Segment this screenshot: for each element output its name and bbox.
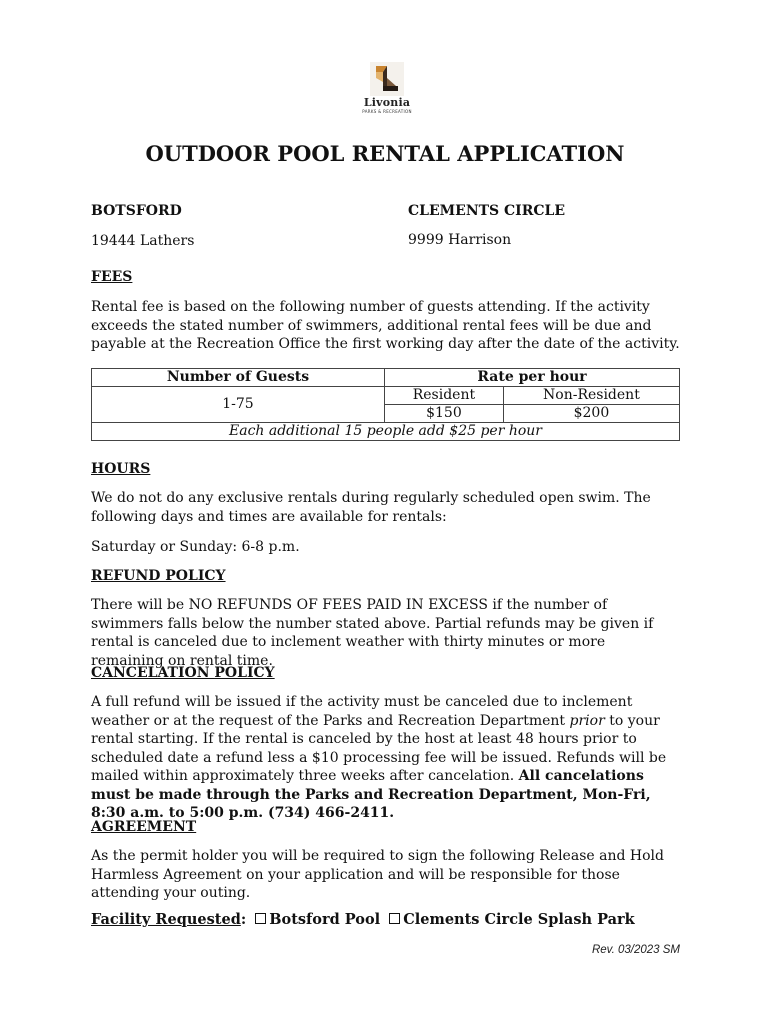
hours-schedule: Saturday or Sunday: 6-8 p.m. <box>91 539 300 555</box>
agreement-heading: AGREEMENT <box>91 819 197 835</box>
cancelation-text <box>91 693 681 823</box>
table-row <box>92 387 680 405</box>
facility-requested <box>91 910 635 929</box>
refund-heading: REFUND POLICY <box>91 568 226 584</box>
agreement-text: As the permit holder you will be required to sign the following Release and Hold Harmless Agreement on your application and will be responsible for those attending your outing. <box>91 848 664 901</box>
fee-table <box>91 368 680 441</box>
table-footnote: Each additional 15 people add $25 per hour <box>92 423 680 441</box>
livonia-logo <box>352 62 422 124</box>
facility-option-clements: Clements Circle Splash Park <box>403 911 635 928</box>
table-cell-nonresident-rate: $200 <box>503 405 679 423</box>
table-header-rate: Rate per hour <box>385 369 680 387</box>
fees-text: Rental fee is based on the following number of guests attending. If the activity exceeds the stated number of swimmers, additional rental fees will be due and payable at the Recreation Office the first working day after the date of the activity. <box>91 299 680 352</box>
cancelation-text-bold: All cancelations must be made through the Parks and Recreation Department, Mon-Fri, 8:30 a.m. to 5:00 p.m. (734) 466-2411. <box>91 768 651 821</box>
cancelation-text-a: A full refund will be issued if the activity must be canceled due to inclement weather or at the request of the Parks and Recreation Department <box>91 694 633 729</box>
facility-label: Facility Requested <box>91 911 241 928</box>
revision-note: Rev. 03/2023 SM <box>591 944 680 956</box>
page-title: OUTDOOR POOL RENTAL APPLICATION <box>145 141 625 166</box>
hours-heading: HOURS <box>91 461 151 477</box>
location-botsford-address: 19444 Lathers <box>91 233 195 249</box>
table-row <box>92 423 680 441</box>
cancelation-heading: CANCELATION POLICY <box>91 665 275 681</box>
location-clements-name: CLEMENTS CIRCLE <box>408 203 566 219</box>
table-subheader-nonresident: Non-Resident <box>503 387 679 405</box>
table-subheader-resident: Resident <box>385 387 504 405</box>
table-header-guests: Number of Guests <box>92 369 385 387</box>
facility-colon: : <box>240 911 247 928</box>
logo-name: Livonia <box>363 96 411 109</box>
logo-subtitle: PARKS & RECREATION <box>362 109 412 114</box>
clements-circle-checkbox[interactable] <box>389 913 400 924</box>
livonia-l-icon <box>370 62 404 96</box>
facility-option-botsford: Botsford Pool <box>269 911 381 928</box>
cancelation-text-prior: prior <box>569 712 605 729</box>
refund-text: There will be NO REFUNDS OF FEES PAID IN EXCESS if the number of swimmers falls below the number stated above. Partial refunds may be given if rental is canceled due to inclement weather with thirty minutes or more remaining on rental time. <box>91 597 654 669</box>
fees-heading: FEES <box>91 269 133 285</box>
location-botsford-name: BOTSFORD <box>91 203 182 219</box>
table-cell-guests: 1-75 <box>92 387 385 423</box>
table-cell-resident-rate: $150 <box>385 405 504 423</box>
table-row <box>92 369 680 387</box>
hours-text: We do not do any exclusive rentals during regularly scheduled open swim. The following days and times are available for rentals: <box>91 490 651 525</box>
cancelation-text-b: to your rental starting. If the rental is canceled by the host at least 48 hours prior to scheduled date a refund less a $10 processing fee will be issued. Refunds will be mailed within approximately three weeks after cancelation. <box>91 712 667 784</box>
location-clements-address: 9999 Harrison <box>408 232 512 248</box>
botsford-pool-checkbox[interactable] <box>255 913 266 924</box>
